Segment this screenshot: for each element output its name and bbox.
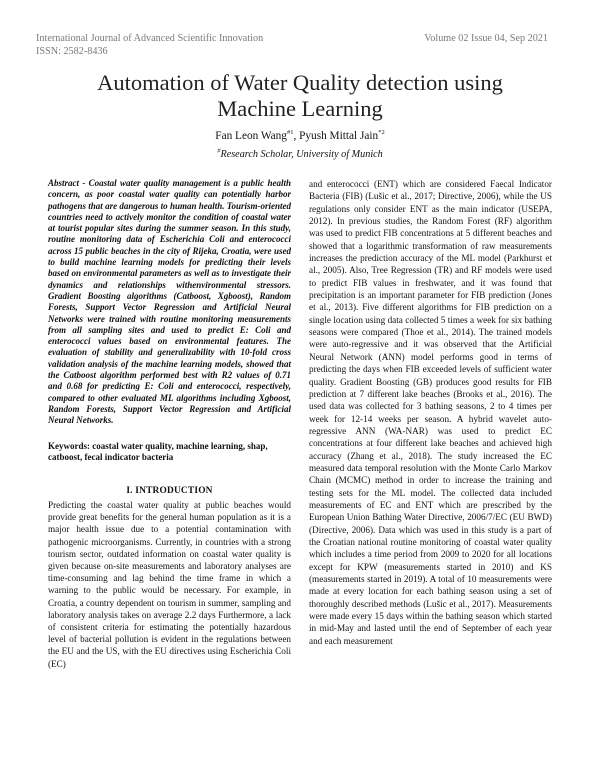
introduction-heading: I. INTRODUCTION: [126, 485, 213, 496]
author-1-mark: #1: [286, 129, 294, 137]
keywords-label: Keywords: [48, 440, 87, 451]
affiliation-mark: #: [217, 147, 221, 155]
introduction-paragraph-left: Predicting the coastal water quality at public beaches would provide great benefits for the general human population as it is a major health issue due to a potential contamination with pathogenic microorganisms. Currently, in countries with a strong tourism sector, outdated information on coastal water quality is given because on-site measurements and laboratory analyses are time-consuming and lag behind the time frame in which a warning to the public would be necessary. For example, in Croatia, a country dependent on tourism in summer, sampling and laboratory analysis takes on average 2.2 days Furthermore, a lack of consistent criteria for estimating the potentially hazardous level of bacterial pollution is evident in the regulations between the EU and the US, with the EU directives using Escherichia Coli (EC): [48, 499, 291, 669]
author-2-mark: *2: [378, 129, 385, 137]
keywords-text: : coastal water quality, machine learning, shap, catboost, fecal indicator bacteria: [48, 440, 268, 463]
keywords: [48, 441, 291, 464]
introduction-paragraph-right: and enterococci (ENT) which are considered Faecal Indicator Bacteria (FIB) (Lušic et al., 2017; Directive, 2006), while the US regulations only consider ENT as the main indicator (USEPA, 2012). In previous studies, the Random Forest (RF) algorithm was used to predict FIB concentrations at 5 different beaches and showed that a logarithmic transformation of raw measurements increases the prediction accuracy of the ML model (Parkhurst et al., 2005). Also, Tree Regression (TR) and RF models were used to predict FIB values in freshwater, and it was found that precipitation is an important parameter for FIB prediction (Jones et al., 2013). Five different algorithms for FIB prediction on a single location using data collected 5 times a week for six bathing seasons were compared (Thoe et al., 2014). The trained models were auto-regressive and it was observed that the Artificial Neural Network (ANN) model performs good in terms of predicting the days when FIB exceeded levels of sufficient water quality. Gradient Boosting (GB) produces good results for FIB prediction at 7 different lake beaches (Brooks et al., 2016). The used data was collected for 3 bathing seasons, 2 to 4 times per week for 12-14 weeks per season. A hybrid wavelet auto-regressive ANN (WA-NAR) was used to predict EC concentrations at four different lake beaches and achieved high accuracy (Zhang et al., 2018). The study increased the EC measured data temporal resolution with the Monte Carlo Markov Chain (MCMC) method in order to increase the training and testing sets for the ML model. The collected data included measurements of EC and ENT which are prescribed by the European Union Bathing Water Directive, 2006/7/EC (EU BWD) (Directive, 2006). Data which was used in this study is a part of the Croatian national routine monitoring of coastal water quality which includes a time period from 2009 to 2020 for all locations except for KPW (measurements started in 2010) and KS (measurements started in 2019). A total of 10 measurements were made at every location for each bathing season using a set of thoroughly described methods (Lušic et al., 2017). Measurements were made every 15 days within the bathing season which started in mid-May and lasted until the end of September of each year and each measurement: [309, 179, 552, 646]
journal-name: International Journal of Advanced Scientific Innovation: [36, 33, 264, 44]
issue-header: Volume 02 Issue 04, Sep 2021: [424, 33, 548, 44]
affiliation-text: Research Scholar, University of Munich: [220, 149, 383, 160]
author-1: Fan Leon Wang: [215, 130, 287, 142]
abstract: Abstract - Coastal water quality management is a public health concern, as poor coastal water quality can potentially harbor pathogens that are dangerous to human health. Tourism-oriented countries need to actively monitor the condition of coastal water at tourist popular sites during the summer season. In this study, routine monitoring data of Escherichia Coli and enterococci across 15 public beaches in the city of Rijeka, Croatia, were used to build machine learning models for predicting their levels based on environmental parameters as well as to investigate their dynamics and relationships withenvironmental stressors. Gradient Boosting algorithms (Catboost, Xgboost), Random Forests, Support Vector Regression and Artificial Neural Networks were trained with routine monitoring measurements from all sampling sites and used to predict E: Coli and enterococci values based on environmental features. The evaluation of stability and generalizability with 10-fold cross validation analysis of the machine learning models, showed that the Catboost algorithm performed best with R2 values of 0.71 and 0.68 for predicting E: Coli and enterococci, respectively, compared to other evaluated ML algorithms including Xgboost, Random Forests, Support Vector Regression and Artificial Neural Networks.: [48, 178, 291, 426]
author-2: Pyush Mittal Jain: [299, 130, 379, 142]
author-line: [60, 130, 540, 142]
journal-header: [36, 33, 263, 58]
left-column: [48, 178, 291, 670]
right-column: [309, 178, 552, 647]
journal-issn: ISSN: 2582-8436: [36, 45, 108, 57]
affiliation: [60, 149, 540, 160]
author-separator: ,: [293, 130, 300, 142]
paper-title: Automation of Water Quality detection using Machine Learning: [97, 70, 503, 121]
